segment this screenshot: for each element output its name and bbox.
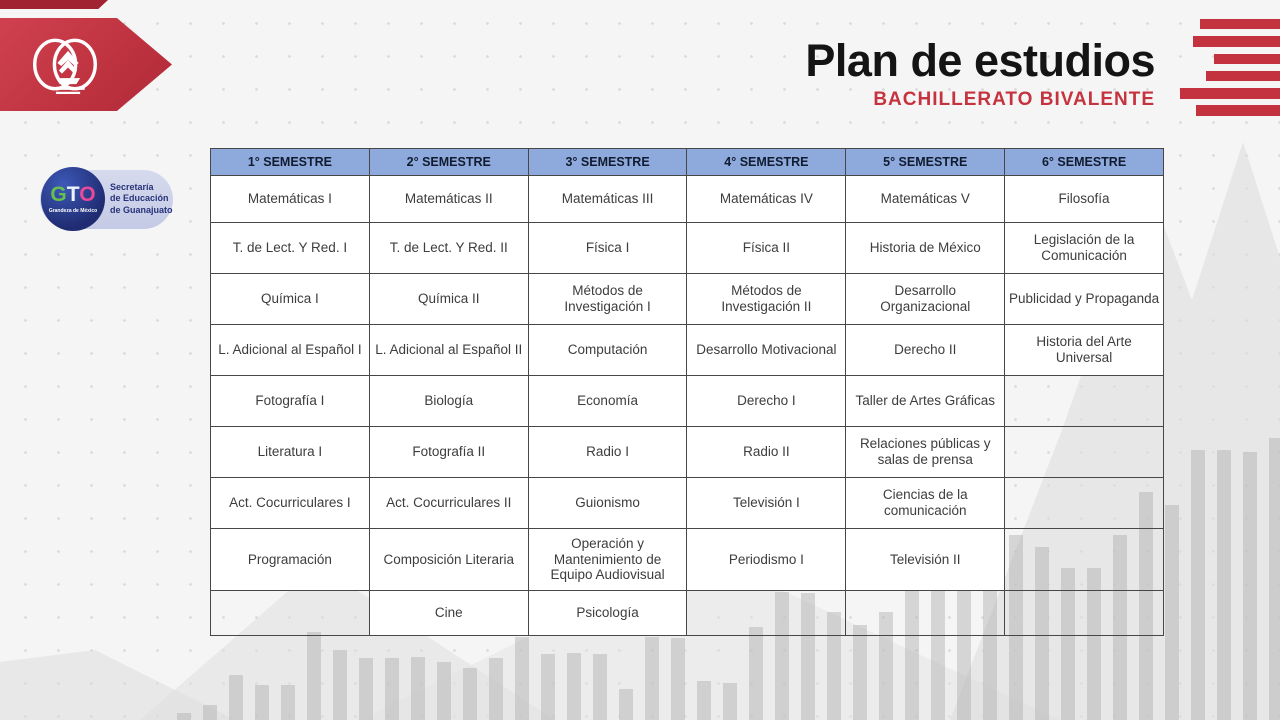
background-bar [437, 662, 451, 720]
table-cell: L. Adicional al Español I [211, 325, 370, 376]
table-cell [1005, 529, 1164, 591]
page-subtitle: BACHILLERATO BIVALENTE [873, 88, 1155, 110]
table-row [211, 478, 1164, 529]
table-cell: Guionismo [528, 478, 687, 529]
table-cell: Derecho II [846, 325, 1005, 376]
gto-acronym: GTO [50, 183, 96, 206]
education-emblem-icon [12, 25, 118, 104]
table-row [211, 223, 1164, 274]
background-bar [697, 681, 711, 720]
table-header-cell: 5° SEMESTRE [846, 149, 1005, 176]
table-header-cell: 1° SEMESTRE [211, 149, 370, 176]
table-row [211, 427, 1164, 478]
table-cell: Radio II [687, 427, 846, 478]
background-bar [177, 713, 191, 720]
background-bar [229, 675, 243, 720]
table-cell [1005, 427, 1164, 478]
red-deco-bar [1214, 54, 1280, 64]
table-cell [846, 591, 1005, 636]
table-cell: Matemáticas III [528, 176, 687, 223]
background-bar [567, 653, 581, 720]
curriculum-table [210, 148, 1164, 636]
background-bar [411, 657, 425, 720]
table-header-cell: 4° SEMESTRE [687, 149, 846, 176]
table-cell: Radio I [528, 427, 687, 478]
table-row [211, 274, 1164, 325]
table-cell [211, 591, 370, 636]
table-cell: Taller de Artes Gráficas [846, 376, 1005, 427]
table-cell [687, 591, 846, 636]
table-header-cell: 6° SEMESTRE [1005, 149, 1164, 176]
table-cell: Métodos de Investigación I [528, 274, 687, 325]
table-cell: Cine [369, 591, 528, 636]
background-bar [359, 658, 373, 720]
table-cell: Desarrollo Motivacional [687, 325, 846, 376]
table-cell: Historia del Arte Universal [1005, 325, 1164, 376]
background-bar [281, 685, 295, 720]
table-cell: L. Adicional al Español II [369, 325, 528, 376]
table-cell: Desarrollo Organizacional [846, 274, 1005, 325]
background-bar [1191, 450, 1205, 720]
curriculum-table-wrap [210, 148, 1164, 636]
table-cell: Matemáticas II [369, 176, 528, 223]
table-cell: Métodos de Investigación II [687, 274, 846, 325]
gto-org-text: Secretaría de Educación de Guanajuato [110, 182, 173, 215]
background-bar [619, 689, 633, 720]
background-bar [593, 654, 607, 720]
background-bar [385, 658, 399, 720]
table-cell: Televisión II [846, 529, 1005, 591]
table-cell: Psicología [528, 591, 687, 636]
page-title: Plan de estudios [805, 35, 1155, 86]
table-cell: Operación y Mantenimiento de Equipo Audiovisual [528, 529, 687, 591]
table-head [211, 149, 1164, 176]
red-deco-bar [1200, 19, 1280, 29]
table-header-cell: 2° SEMESTRE [369, 149, 528, 176]
red-deco-bar [1180, 88, 1280, 99]
table-cell: Composición Literaria [369, 529, 528, 591]
background-bar [853, 625, 867, 720]
table-cell: Fotografía II [369, 427, 528, 478]
table-cell: Act. Cocurriculares II [369, 478, 528, 529]
background-bar [333, 650, 347, 720]
table-cell: Televisión I [687, 478, 846, 529]
background-bar [489, 658, 503, 720]
table-cell: Física II [687, 223, 846, 274]
table-cell: Literatura I [211, 427, 370, 478]
table-row [211, 376, 1164, 427]
background-bar [723, 683, 737, 720]
red-deco-bar [1193, 36, 1280, 47]
table-cell: Química I [211, 274, 370, 325]
table-cell: Economía [528, 376, 687, 427]
table-cell: Filosofía [1005, 176, 1164, 223]
table-cell: Act. Cocurriculares I [211, 478, 370, 529]
table-row [211, 176, 1164, 223]
table-header-cell: 3° SEMESTRE [528, 149, 687, 176]
gto-logo-circle [41, 167, 105, 231]
table-cell: Matemáticas V [846, 176, 1005, 223]
background-bar [645, 637, 659, 720]
table-cell: Matemáticas I [211, 176, 370, 223]
gto-tagline: Grandeza de México [48, 208, 98, 214]
background-bar [541, 654, 555, 720]
table-cell: Biología [369, 376, 528, 427]
background-bar [1243, 452, 1257, 720]
table-header-row [211, 149, 1164, 176]
background-bar [1269, 438, 1280, 720]
background-bar [203, 705, 217, 720]
background-bar [749, 627, 763, 720]
table-cell: Fotografía I [211, 376, 370, 427]
background-bar [515, 637, 529, 720]
table-cell: Ciencias de la comunicación [846, 478, 1005, 529]
table-cell: T. de Lect. Y Red. II [369, 223, 528, 274]
table-cell: Programación [211, 529, 370, 591]
background-bar [255, 685, 269, 720]
gto-logo [40, 170, 173, 229]
table-body [211, 176, 1164, 636]
table-cell [1005, 478, 1164, 529]
table-cell: Historia de México [846, 223, 1005, 274]
table-cell [1005, 376, 1164, 427]
table-cell: Derecho I [687, 376, 846, 427]
table-row [211, 325, 1164, 376]
table-row [211, 529, 1164, 591]
background-bar [671, 638, 685, 720]
table-cell: Matemáticas IV [687, 176, 846, 223]
table-cell: Química II [369, 274, 528, 325]
background-bar [1217, 450, 1231, 720]
table-cell: Relaciones públicas y salas de prensa [846, 427, 1005, 478]
title-block [805, 36, 1155, 111]
red-deco-bar [1196, 105, 1280, 116]
table-row [211, 591, 1164, 636]
table-cell: Legislación de la Comunicación [1005, 223, 1164, 274]
table-cell: Periodismo I [687, 529, 846, 591]
top-left-red-strip [0, 0, 108, 9]
table-cell: Física I [528, 223, 687, 274]
table-cell: T. de Lect. Y Red. I [211, 223, 370, 274]
table-cell: Computación [528, 325, 687, 376]
table-cell: Publicidad y Propaganda [1005, 274, 1164, 325]
red-deco-bar [1206, 71, 1280, 81]
table-cell [1005, 591, 1164, 636]
background-bar [463, 668, 477, 720]
background-bar [1165, 505, 1179, 720]
background-bar [307, 632, 321, 720]
